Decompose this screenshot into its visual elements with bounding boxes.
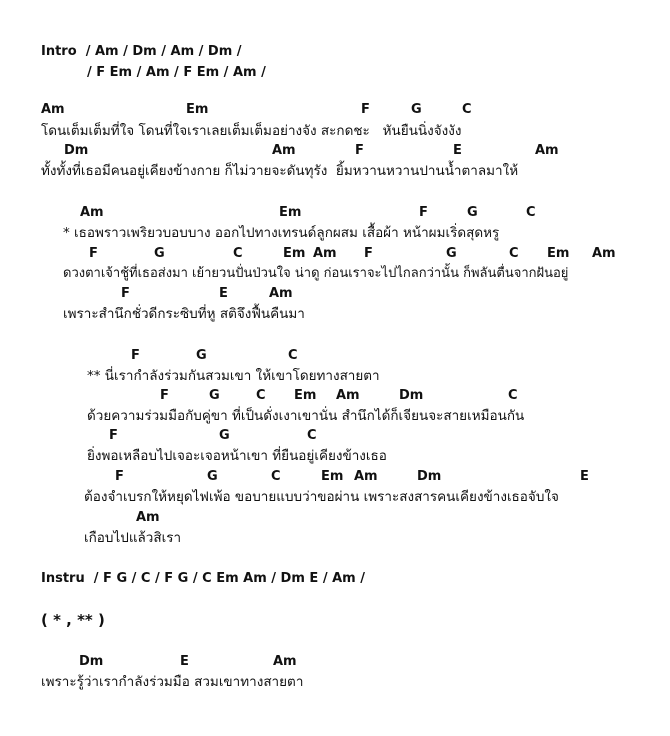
chord: G: [446, 246, 457, 261]
chord: F: [160, 388, 169, 403]
chord: Em: [294, 388, 317, 403]
intro-line-1: Intro / Am / Dm / Am / Dm /: [41, 44, 242, 59]
lyric-line: เพราะสำนึกชั่วดีกระซิบที่หู สติจึงฟื้นคืนมา: [63, 306, 305, 322]
instru-line: Instru / F G / C / F G / C Em Am / Dm E / Am /: [41, 571, 365, 586]
chord: Am: [273, 654, 297, 669]
chord: G: [219, 428, 230, 443]
lyric-line: โดนเต็มเต็มที่ใจ โดนที่ใจเราเลยเต็มเต็มอย่างจัง สะกดชะ หันยืนนิ่งจังงัง: [41, 123, 462, 139]
chord: Am: [535, 143, 559, 158]
chord: Em: [321, 469, 344, 484]
chord: Am: [354, 469, 378, 484]
chord: C: [307, 428, 317, 443]
chord: Em: [283, 246, 306, 261]
chord: G: [154, 246, 165, 261]
chord: C: [509, 246, 519, 261]
chord: C: [288, 348, 298, 363]
chord: Am: [313, 246, 337, 261]
chord: E: [453, 143, 462, 158]
lyric-line: เพราะรู้ว่าเรากำลังร่วมมือ สวมเขาทางสายตา: [41, 674, 304, 690]
lyric-line: * เธอพราวเพริยวบอบบาง ออกไปทางเทรนด์ลูกผสม เสื้อผ้า หน้าผมเริ่ดสุดหรู: [63, 225, 500, 241]
chord: Em: [547, 246, 570, 261]
chord: F: [109, 428, 118, 443]
lyric-line: ด้วยความร่วมมือกับคู่ขา ที่เป็นดั่งเงาเขานั่น สำนึกได้ก็เจียนจะสายเหมือนกัน: [87, 408, 525, 424]
chord: Am: [272, 143, 296, 158]
chord: Em: [186, 102, 209, 117]
chord: E: [580, 469, 589, 484]
lyric-line: ต้องจำเบรกให้หยุดไฟเพ้อ ขอบายแบบว่าขอผ่าน เพราะสงสารคนเคียงข้างเธอจับใจ: [84, 489, 559, 505]
chord: Dm: [64, 143, 89, 158]
chord: Am: [269, 286, 293, 301]
chord: E: [219, 286, 228, 301]
chord: Dm: [79, 654, 104, 669]
chord: C: [271, 469, 281, 484]
chord: G: [411, 102, 422, 117]
chord: C: [526, 205, 536, 220]
chord: Am: [41, 102, 65, 117]
chord: G: [196, 348, 207, 363]
chord: F: [355, 143, 364, 158]
chord: F: [89, 246, 98, 261]
chord: C: [462, 102, 472, 117]
chord: F: [121, 286, 130, 301]
intro-line-2: / F Em / Am / F Em / Am /: [87, 65, 266, 80]
chord: C: [256, 388, 266, 403]
chord: Em: [279, 205, 302, 220]
lyric-line: ** นี่เรากำลังร่วมกันสวมเขา ให้เขาโดยทางสายตา: [87, 368, 380, 384]
chord: F: [115, 469, 124, 484]
chord: G: [467, 205, 478, 220]
chord: Am: [592, 246, 616, 261]
lyric-line: ยิ่งพอเหลือบไปเจอะเจอหน้าเขา ที่ยืนอยู่เคียงข้างเธอ: [87, 448, 387, 464]
chord: G: [209, 388, 220, 403]
chord: Dm: [417, 469, 442, 484]
lyric-line: ดวงตาเจ้าชู้ที่เธอส่งมา เย้ายวนปั่นป่วนใจ น่าดู ก่อนเราจะไปไกลกว่านั้น ก็พลันตื่นจากฝันอยู่: [63, 266, 569, 281]
chord: C: [508, 388, 518, 403]
chord: F: [131, 348, 140, 363]
chord: G: [207, 469, 218, 484]
chord: F: [419, 205, 428, 220]
chord: Am: [80, 205, 104, 220]
chord: F: [364, 246, 373, 261]
chord: Dm: [399, 388, 424, 403]
chord: E: [180, 654, 189, 669]
chord: Am: [136, 510, 160, 525]
repeat-marker: ( * , ** ): [41, 611, 105, 629]
chord: C: [233, 246, 243, 261]
lyric-line: เกือบไปแล้วสิเรา: [84, 530, 182, 546]
chord: F: [361, 102, 370, 117]
chord: Am: [336, 388, 360, 403]
lyric-line: ทั้งทั้งที่เธอมีคนอยู่เคียงข้างกาย ก็ไม่วายจะดันทุรัง ยิ้มหวานหวานปานน้ำตาลมาให้: [41, 163, 519, 179]
